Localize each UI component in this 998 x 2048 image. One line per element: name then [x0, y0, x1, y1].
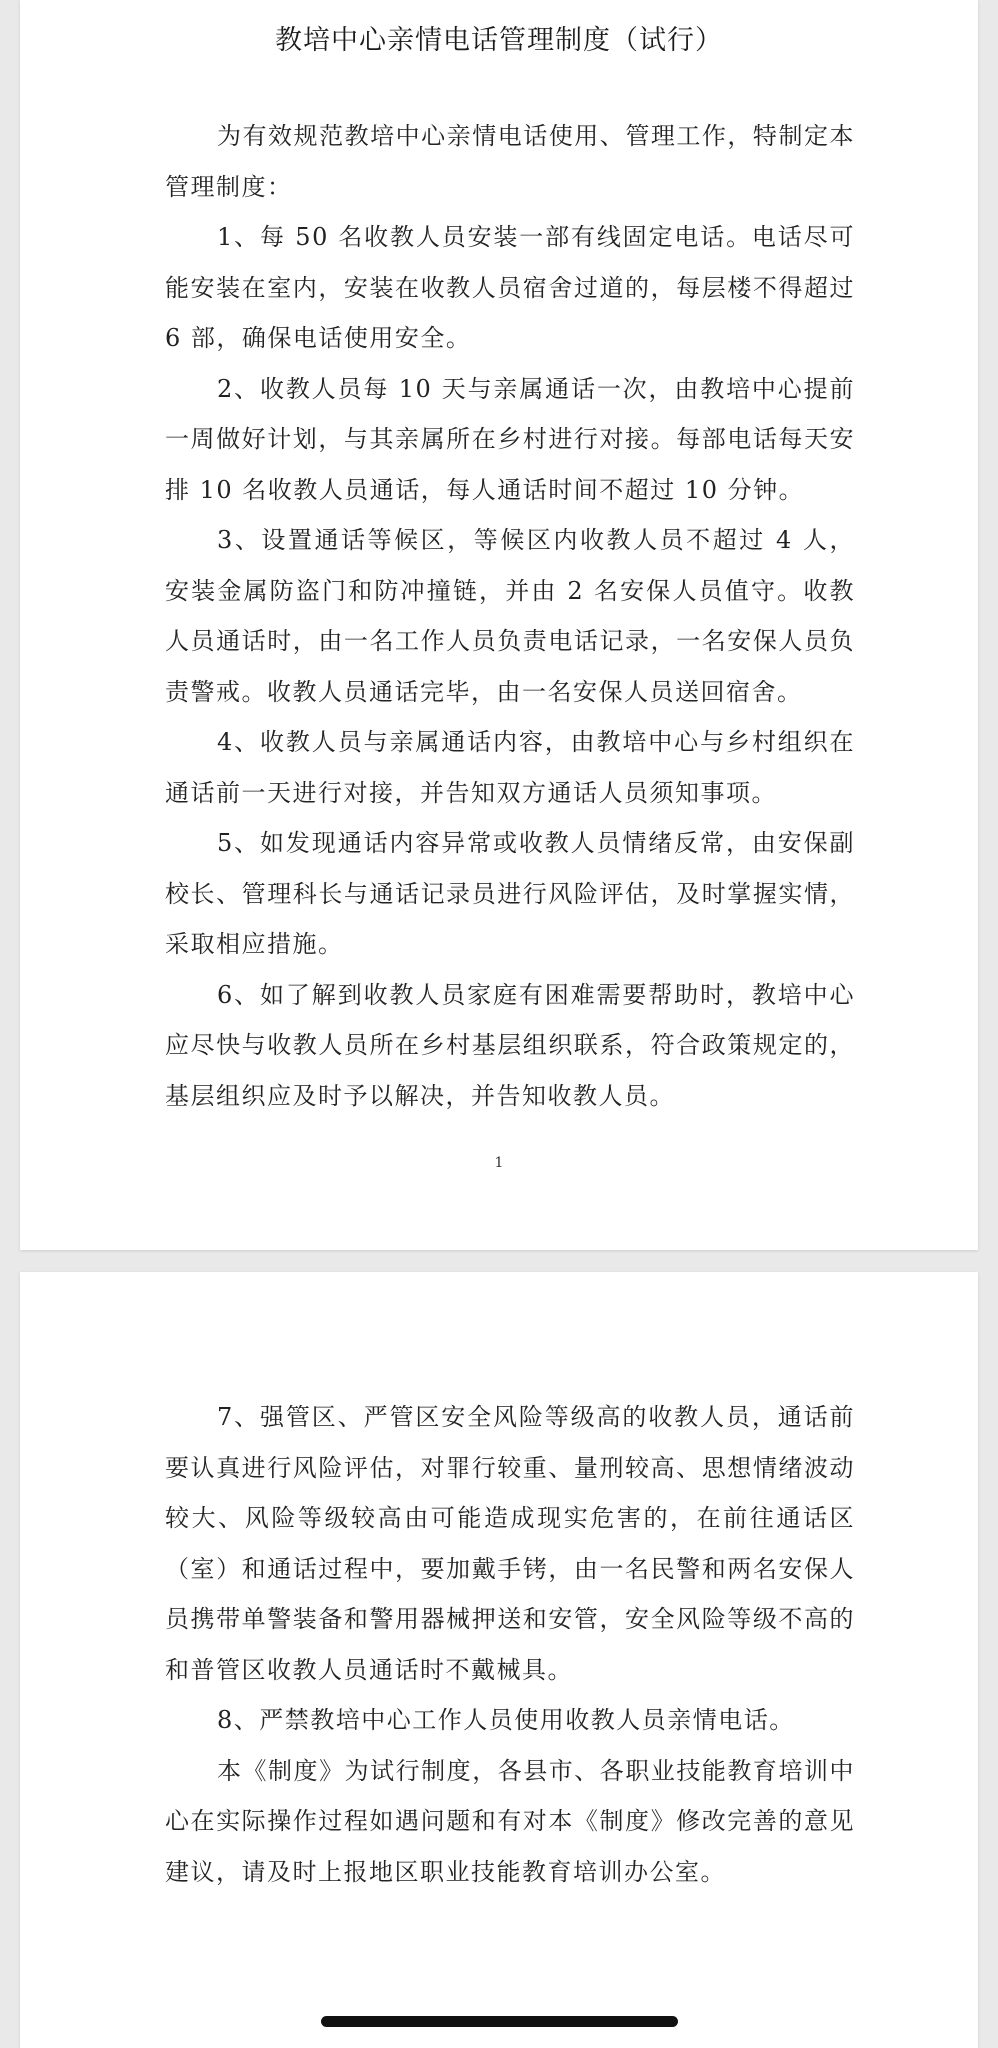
document-title: 教培中心亲情电话管理制度（试行）	[275, 25, 723, 56]
rule-paragraph-8: 8、严禁教培中心工作人员使用收教人员亲情电话。	[217, 1706, 795, 1734]
page-2-body	[165, 1392, 855, 1897]
rule-paragraph-6: 6、如了解到收教人员家庭有困难需要帮助时，教培中心应尽快与收教人员所在乡村基层组织联系，符合政策规定的，基层组织应及时予以解决，并告知收教人员。	[165, 980, 855, 1110]
rule-paragraph-2: 2、收教人员每 10 天与亲属通话一次，由教培中心提前一周做好计划，与其亲属所在乡村进行对接。每部电话每天安排 10 名收教人员通话，每人通话时间不超过 10 分钟。	[165, 374, 855, 504]
rule-paragraph-7: 7、强管区、严管区安全风险等级高的收教人员，通话前要认真进行风险评估，对罪行较重、量刑较高、思想情绪波动较大、风险等级较高由可能造成现实危害的，在前往通话区（室）和通话过程中，要加戴手铐，由一名民警和两名安保人员携带单警装备和警用器械押送和安管，安全风险等级不高的和普管区收教人员通话时不戴械具。	[165, 1403, 855, 1684]
intro-paragraph: 为有效规范教培中心亲情电话使用、管理工作，特制定本管理制度：	[165, 122, 855, 201]
page-number: 1	[494, 1155, 504, 1171]
rule-paragraph-4: 4、收教人员与亲属通话内容，由教培中心与乡村组织在通话前一天进行对接，并告知双方通话人员须知事项。	[165, 728, 855, 807]
document-page-1	[20, 0, 978, 1250]
page-1-body	[165, 111, 855, 1121]
closing-paragraph: 本《制度》为试行制度，各县市、各职业技能教育培训中心在实际操作过程如遇问题和有对本《制度》修改完善的意见建议，请及时上报地区职业技能教育培训办公室。	[165, 1756, 855, 1886]
rule-paragraph-5: 5、如发现通话内容异常或收教人员情绪反常，由安保副校长、管理科长与通话记录员进行风险评估，及时掌握实情，采取相应措施。	[165, 829, 855, 958]
document-page-2	[20, 1272, 978, 2048]
rule-paragraph-1: 1、每 50 名收教人员安装一部有线固定电话。电话尽可能安装在室内，安装在收教人员宿舍过道的，每层楼不得超过 6 部，确保电话使用安全。	[165, 223, 855, 352]
rule-paragraph-3: 3、设置通话等候区，等候区内收教人员不超过 4 人，安装金属防盗门和防冲撞链，并由 2 名安保人员值守。收教人员通话时，由一名工作人员负责电话记录，一名安保人员负责警戒。收教人员通话完毕，由一名安保人员送回宿舍。	[165, 526, 855, 706]
home-indicator[interactable]	[321, 2016, 678, 2027]
